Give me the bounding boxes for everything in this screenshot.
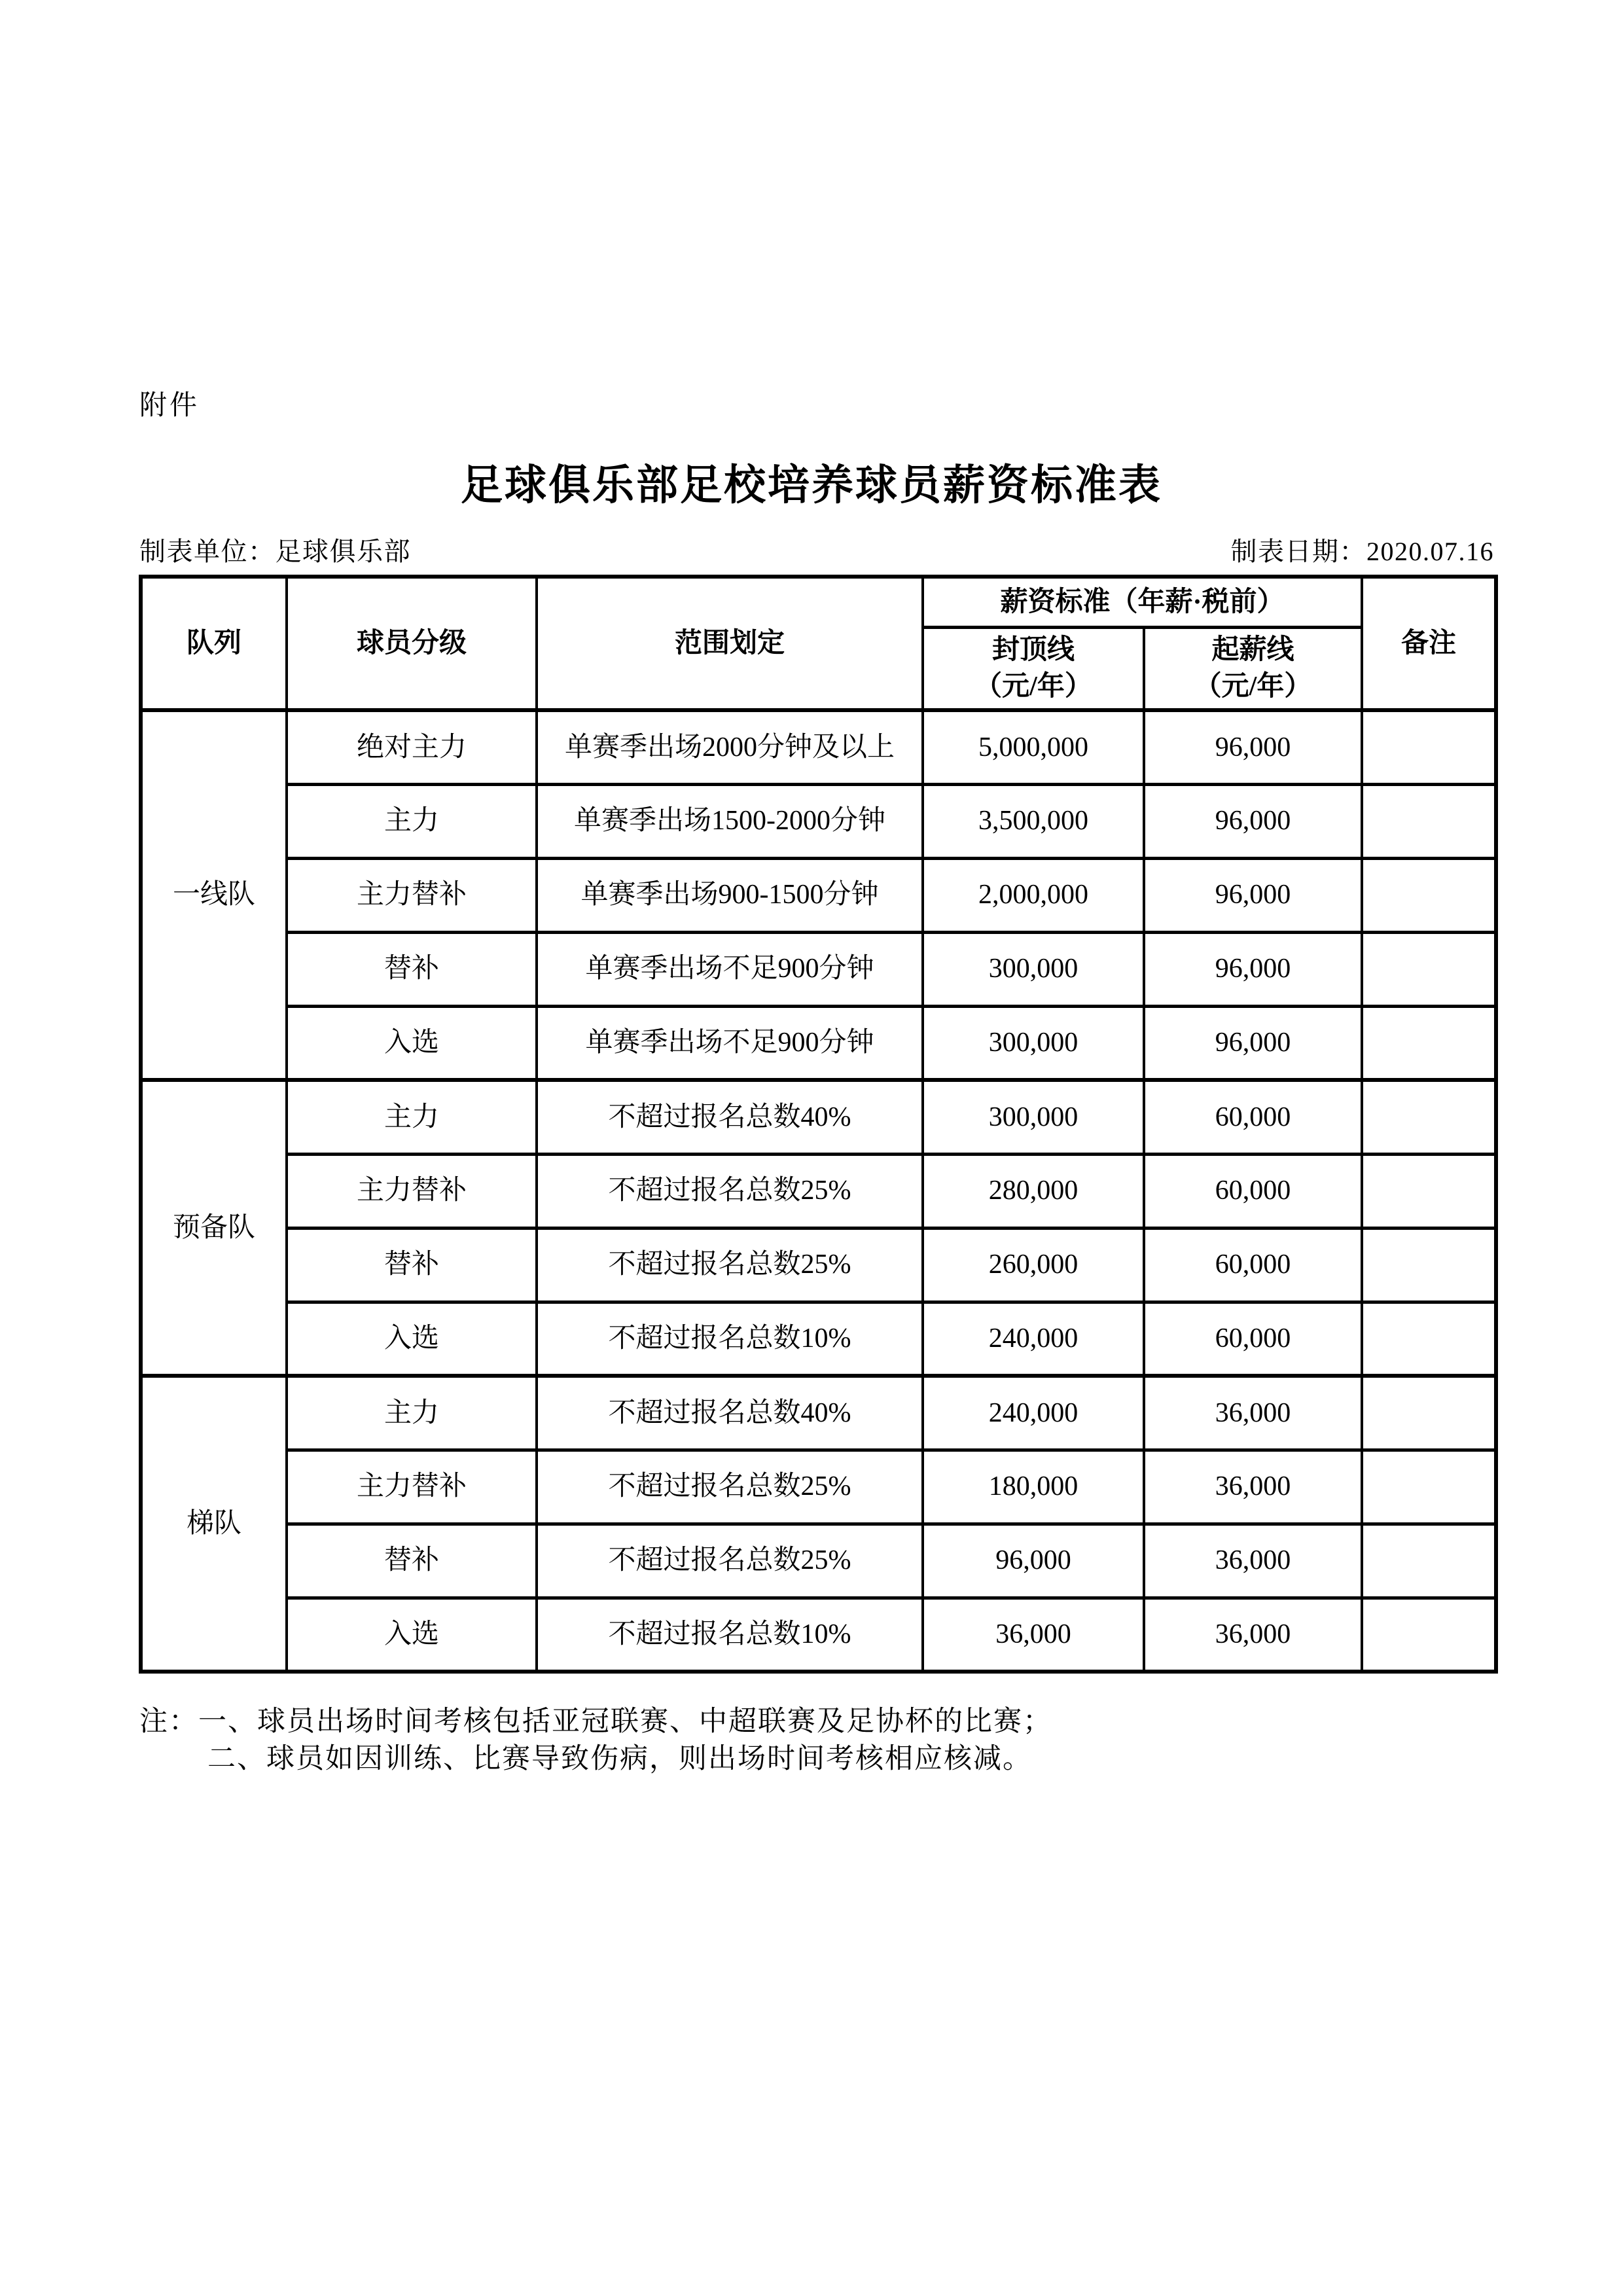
cap-cell: 180,000 <box>923 1450 1144 1524</box>
remark-cell <box>1362 1450 1496 1524</box>
cap-cell: 300,000 <box>923 1006 1144 1080</box>
cap-cell: 260,000 <box>923 1228 1144 1302</box>
level-cell: 替补 <box>287 1228 537 1302</box>
header-cap-line-unit: （元/年） <box>974 672 1092 702</box>
cap-cell: 36,000 <box>923 1598 1144 1672</box>
start-cell: 96,000 <box>1144 858 1362 932</box>
start-cell: 60,000 <box>1144 1154 1362 1228</box>
salary-table-body <box>141 710 1496 1672</box>
remark-cell <box>1362 1228 1496 1302</box>
level-cell: 主力替补 <box>287 1154 537 1228</box>
remark-cell <box>1362 1376 1496 1450</box>
range-cell: 不超过报名总数40% <box>537 1376 923 1450</box>
team-cell: 一线队 <box>141 710 287 1080</box>
table-row <box>141 784 1496 858</box>
range-cell: 不超过报名总数25% <box>537 1450 923 1524</box>
table-row <box>141 1154 1496 1228</box>
cap-cell: 5,000,000 <box>923 710 1144 784</box>
table-row <box>141 1524 1496 1598</box>
range-cell: 单赛季出场不足900分钟 <box>537 1006 923 1080</box>
table-header <box>141 577 1496 710</box>
range-cell: 单赛季出场不足900分钟 <box>537 932 923 1006</box>
range-cell: 不超过报名总数10% <box>537 1598 923 1672</box>
start-cell: 60,000 <box>1144 1302 1362 1376</box>
table-row <box>141 1302 1496 1376</box>
remark-cell <box>1362 1080 1496 1154</box>
range-cell: 不超过报名总数25% <box>537 1228 923 1302</box>
table-row <box>141 710 1496 784</box>
table-row <box>141 932 1496 1006</box>
remark-cell <box>1362 1006 1496 1080</box>
start-cell: 36,000 <box>1144 1376 1362 1450</box>
team-cell: 梯队 <box>141 1376 287 1672</box>
remark-cell <box>1362 858 1496 932</box>
table-row <box>141 1006 1496 1080</box>
notes <box>139 1703 1052 1778</box>
header-row-1 <box>141 577 1496 627</box>
cap-cell: 2,000,000 <box>923 858 1144 932</box>
team-cell: 预备队 <box>141 1080 287 1376</box>
attachment-label: 附件 <box>139 391 200 421</box>
remark-cell <box>1362 1598 1496 1672</box>
header-cap-line <box>923 627 1144 710</box>
level-cell: 主力替补 <box>287 1450 537 1524</box>
level-cell: 替补 <box>287 1524 537 1598</box>
table-row <box>141 1228 1496 1302</box>
remark-cell <box>1362 1154 1496 1228</box>
level-cell: 替补 <box>287 932 537 1006</box>
prepared-by-label: 制表单位：足球俱乐部 <box>139 537 411 566</box>
start-cell: 96,000 <box>1144 1006 1362 1080</box>
cap-cell: 96,000 <box>923 1524 1144 1598</box>
prepared-date-label: 制表日期：2020.07.16 <box>1230 537 1494 566</box>
salary-table <box>139 575 1498 1674</box>
range-cell: 单赛季出场900-1500分钟 <box>537 858 923 932</box>
level-cell: 主力 <box>287 1376 537 1450</box>
start-cell: 36,000 <box>1144 1524 1362 1598</box>
remark-cell <box>1362 784 1496 858</box>
start-cell: 36,000 <box>1144 1598 1362 1672</box>
cap-cell: 300,000 <box>923 1080 1144 1154</box>
page-title: 足球俱乐部足校培养球员薪资标准表 <box>461 462 1162 509</box>
remark-cell <box>1362 1302 1496 1376</box>
range-cell: 单赛季出场2000分钟及以上 <box>537 710 923 784</box>
header-team: 队列 <box>141 577 287 710</box>
level-cell: 入选 <box>287 1302 537 1376</box>
note-line-1: 注：一、球员出场时间考核包括亚冠联赛、中超联赛及足协杯的比赛； <box>139 1706 1052 1737</box>
note-line-2: 二、球员如因训练、比赛导致伤病，则出场时间考核相应核减。 <box>207 1744 1032 1774</box>
cap-cell: 3,500,000 <box>923 784 1144 858</box>
cap-cell: 300,000 <box>923 932 1144 1006</box>
table-row <box>141 858 1496 932</box>
remark-cell <box>1362 710 1496 784</box>
level-cell: 入选 <box>287 1006 537 1080</box>
header-start-line-unit: （元/年） <box>1194 672 1312 702</box>
table-row <box>141 1450 1496 1524</box>
header-salary-group: 薪资标准（年薪·税前） <box>923 577 1362 627</box>
range-cell: 不超过报名总数25% <box>537 1154 923 1228</box>
header-level: 球员分级 <box>287 577 537 710</box>
header-cap-line-title: 封顶线 <box>991 635 1075 666</box>
header-remark: 备注 <box>1362 577 1496 710</box>
table-row <box>141 1376 1496 1450</box>
start-cell: 96,000 <box>1144 710 1362 784</box>
start-cell: 60,000 <box>1144 1228 1362 1302</box>
remark-cell <box>1362 1524 1496 1598</box>
table-row <box>141 1080 1496 1154</box>
range-cell: 不超过报名总数25% <box>537 1524 923 1598</box>
range-cell: 不超过报名总数40% <box>537 1080 923 1154</box>
level-cell: 主力 <box>287 784 537 858</box>
remark-cell <box>1362 932 1496 1006</box>
range-cell: 不超过报名总数10% <box>537 1302 923 1376</box>
level-cell: 绝对主力 <box>287 710 537 784</box>
header-start-line <box>1144 627 1362 710</box>
cap-cell: 240,000 <box>923 1376 1144 1450</box>
level-cell: 入选 <box>287 1598 537 1672</box>
start-cell: 60,000 <box>1144 1080 1362 1154</box>
start-cell: 36,000 <box>1144 1450 1362 1524</box>
start-cell: 96,000 <box>1144 932 1362 1006</box>
range-cell: 单赛季出场1500-2000分钟 <box>537 784 923 858</box>
cap-cell: 240,000 <box>923 1302 1144 1376</box>
start-cell: 96,000 <box>1144 784 1362 858</box>
header-range: 范围划定 <box>537 577 923 710</box>
level-cell: 主力 <box>287 1080 537 1154</box>
level-cell: 主力替补 <box>287 858 537 932</box>
table-meta <box>139 537 1494 567</box>
cap-cell: 280,000 <box>923 1154 1144 1228</box>
header-start-line-title: 起薪线 <box>1211 635 1294 666</box>
table-row <box>141 1598 1496 1672</box>
